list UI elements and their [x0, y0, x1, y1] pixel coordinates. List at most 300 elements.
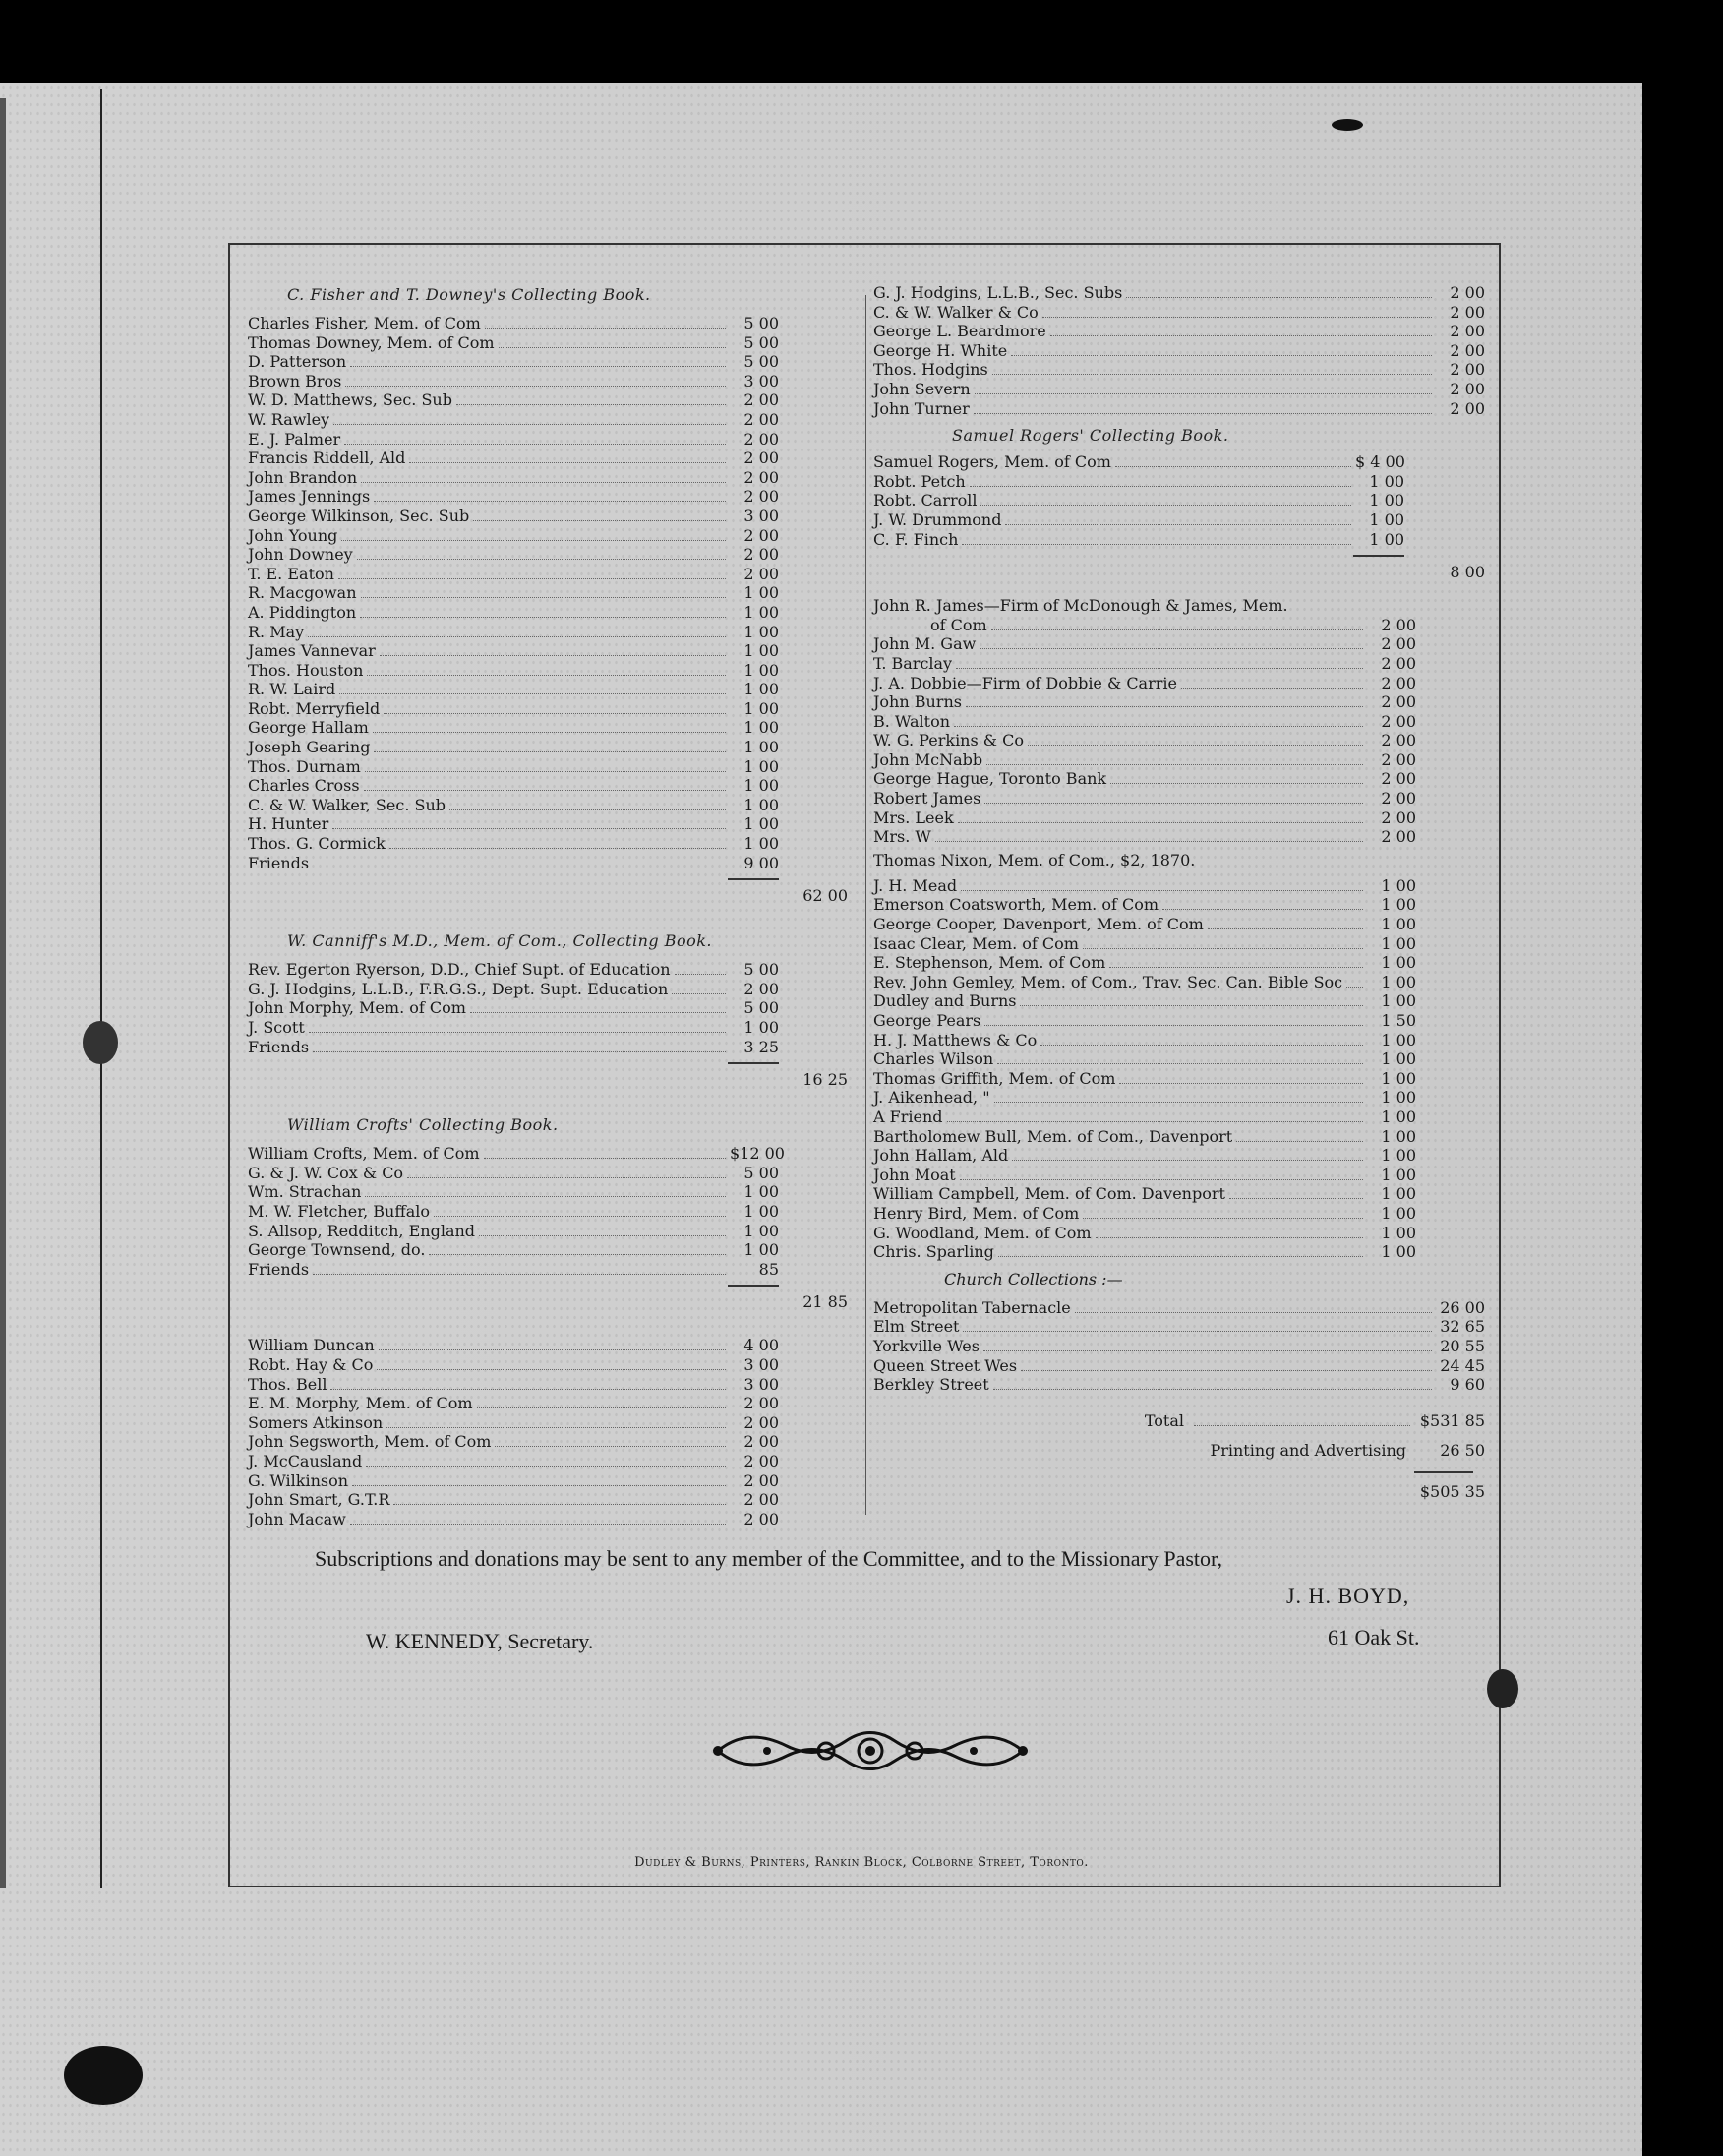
entry-name: Bartholomew Bull, Mem. of Com., Davenport	[873, 1126, 1233, 1146]
entry-amount: 24 45	[1440, 1355, 1485, 1375]
entry-amount: 1 00	[1369, 491, 1404, 510]
list-item	[873, 1049, 1485, 1069]
entry-amount: 1 00	[1381, 895, 1416, 915]
entry-amount: 3 25	[743, 1037, 779, 1056]
list-item	[248, 603, 848, 623]
leader-dots	[1020, 1005, 1363, 1006]
list-item	[248, 583, 848, 603]
list-item	[248, 565, 848, 584]
list-item	[873, 692, 1485, 712]
leader-dots	[1208, 928, 1363, 929]
leader-dots	[429, 1254, 726, 1255]
leader-dots	[366, 1466, 726, 1467]
scan-speck-bottom	[59, 2036, 148, 2105]
leader-dots	[958, 822, 1363, 823]
leader-dots	[1109, 967, 1363, 968]
list-item	[873, 712, 1485, 732]
list-item	[248, 699, 848, 719]
leader-dots	[379, 1349, 726, 1350]
entry-name: Chris. Sparling	[873, 1242, 994, 1262]
leader-dots	[393, 1504, 726, 1505]
leader-dots	[1011, 355, 1432, 356]
list-item	[248, 1240, 848, 1260]
leader-dots	[473, 520, 726, 521]
entry-name: John McNabb	[873, 749, 983, 769]
james-line-1: John R. James—Firm of McDonough & James, Mem.	[873, 596, 1288, 616]
james-entry-line-1	[873, 596, 1485, 616]
list-item	[248, 796, 848, 815]
entry-amount: 2 00	[743, 467, 779, 487]
entry-amount: 1 00	[1381, 1107, 1416, 1126]
entry-name: G. & J. W. Cox & Co	[248, 1163, 404, 1182]
entry-name: W. D. Matthews, Sec. Sub	[248, 390, 452, 410]
leader-dots	[495, 1446, 726, 1447]
entry-amount: 1 00	[1381, 1068, 1416, 1088]
list-item	[873, 1031, 1485, 1050]
entry-name: Friends	[248, 1259, 310, 1279]
pastor-address: 61 Oak St.	[1328, 1625, 1420, 1649]
list-item	[248, 487, 848, 507]
entry-name: Joseph Gearing	[248, 738, 371, 757]
list-item	[873, 1204, 1485, 1224]
leader-dots	[360, 617, 726, 618]
leader-dots	[998, 1256, 1363, 1257]
entry-name: Robt. Carroll	[873, 491, 978, 510]
list-item	[873, 360, 1485, 380]
entry-name: C. & W. Walker, Sec. Sub	[248, 795, 446, 814]
entry-name: Mrs. W	[873, 827, 931, 847]
entry-amount: 2 00	[743, 1490, 779, 1510]
list-item	[873, 1011, 1485, 1031]
entry-name: J. McCausland	[248, 1451, 363, 1470]
subtotal-rule	[728, 878, 779, 880]
entry-amount: 2 00	[1450, 302, 1485, 322]
entry-name: John Moat	[873, 1165, 956, 1184]
leader-dots	[330, 1389, 726, 1390]
entry-amount: 1 00	[1381, 1223, 1416, 1242]
entry-name: Dudley and Burns	[873, 991, 1017, 1011]
james-line-2: of Com	[930, 615, 987, 634]
entry-name: C. & W. Walker & Co	[873, 302, 1039, 322]
rogers-entries	[873, 452, 1404, 549]
entry-amount: 3 00	[743, 1354, 779, 1374]
leader-dots	[961, 890, 1363, 891]
entry-name: A. Piddington	[248, 602, 357, 622]
entry-name: R. Macgowan	[248, 583, 357, 603]
entry-amount: 2 00	[743, 564, 779, 583]
entry-amount: 1 00	[1381, 1088, 1416, 1108]
entry-name: Samuel Rogers, Mem. of Com	[873, 452, 1111, 472]
scan-speck-right	[1483, 1667, 1522, 1711]
entry-amount: 1 00	[743, 583, 779, 603]
entry-amount: 2 00	[1381, 731, 1416, 750]
entry-amount: 1 00	[743, 718, 779, 738]
entry-name: William Crofts, Mem. of Com	[248, 1144, 480, 1164]
total-leader	[1194, 1407, 1410, 1426]
leader-dots	[449, 809, 726, 810]
leader-dots	[1229, 1198, 1363, 1199]
list-item	[873, 769, 1485, 789]
entry-name: T. E. Eaton	[248, 564, 334, 583]
leader-dots	[374, 751, 726, 752]
entry-amount: 1 00	[743, 756, 779, 776]
leader-dots	[485, 328, 726, 329]
leader-dots	[1028, 745, 1363, 746]
list-item	[248, 1375, 848, 1395]
entry-name: Queen Street Wes	[873, 1355, 1018, 1375]
entry-amount: 2 00	[743, 1432, 779, 1452]
entry-name: W. Rawley	[248, 409, 330, 429]
entry-name: George Hallam	[248, 718, 369, 738]
entry-name: S. Allsop, Redditch, England	[248, 1221, 476, 1240]
net-amount: $505 35	[1419, 1481, 1485, 1501]
church-entries	[873, 1298, 1485, 1395]
entry-name: B. Walton	[873, 711, 951, 731]
decorative-ornament	[708, 1716, 1033, 1785]
entry-amount: 32 65	[1440, 1317, 1485, 1337]
leader-dots	[484, 1158, 726, 1159]
leader-dots	[309, 1032, 726, 1033]
entry-name: George Hague, Toronto Bank	[873, 769, 1107, 789]
rogers-subtotal	[873, 561, 1485, 584]
list-item	[248, 1452, 848, 1471]
list-item	[873, 472, 1404, 492]
list-item	[873, 915, 1485, 934]
list-item	[248, 545, 848, 565]
entry-name: John M. Gaw	[873, 634, 977, 654]
list-item	[873, 283, 1485, 303]
spacer	[248, 908, 848, 929]
list-item	[873, 303, 1485, 323]
list-item	[248, 526, 848, 546]
list-item	[248, 1202, 848, 1222]
leader-dots	[1115, 466, 1351, 467]
entry-name: Brown Bros	[248, 371, 342, 390]
entry-amount: 5 00	[743, 314, 779, 332]
leader-dots	[672, 993, 726, 994]
entry-name: J. H. Mead	[873, 875, 958, 895]
entry-name: George Pears	[873, 1011, 981, 1030]
list-item	[873, 1127, 1485, 1147]
leader-dots	[1346, 987, 1363, 988]
entry-name: Berkley Street	[873, 1375, 989, 1395]
entry-amount: 5 00	[743, 332, 779, 352]
entry-name: John Smart, G.T.R	[248, 1490, 390, 1510]
entry-name: T. Barclay	[873, 653, 953, 673]
leader-dots	[407, 1177, 726, 1178]
entry-name: Somers Atkinson	[248, 1412, 384, 1432]
list-item	[873, 1317, 1485, 1337]
entry-amount: 2 00	[743, 1451, 779, 1470]
list-item	[248, 998, 848, 1018]
entry-name: H. J. Matthews & Co	[873, 1030, 1038, 1049]
entry-amount: 5 00	[743, 1163, 779, 1182]
entry-amount: 2 00	[743, 1470, 779, 1490]
entry-amount: 4 00	[743, 1336, 779, 1355]
leader-dots	[980, 648, 1363, 649]
loose-entries	[248, 1336, 848, 1528]
list-item	[873, 510, 1404, 530]
left-column	[248, 283, 848, 1528]
leader-dots	[434, 1216, 726, 1217]
list-item	[873, 973, 1485, 992]
total-row	[873, 1407, 1485, 1436]
list-item	[248, 1164, 848, 1183]
leader-dots	[377, 1369, 726, 1370]
list-item	[873, 1108, 1485, 1127]
entry-amount: 2 00	[1381, 692, 1416, 712]
leader-dots	[983, 1350, 1432, 1351]
left-edge-line	[0, 98, 6, 1888]
entry-name: Thos. G. Cormick	[248, 834, 386, 854]
subtotal-rule	[728, 1285, 779, 1287]
leader-dots	[1181, 688, 1363, 689]
section-title: W. Canniff's M.D., Mem. of Com., Collecting Book.	[287, 931, 713, 951]
list-item	[873, 380, 1485, 399]
list-item	[248, 430, 848, 449]
entry-name: G. Wilkinson	[248, 1470, 349, 1490]
list-item	[873, 1337, 1485, 1356]
entry-amount: 1 00	[1381, 875, 1416, 895]
section-subtotal	[248, 1068, 848, 1092]
entry-name: John Brandon	[248, 467, 358, 487]
entry-name: James Vannevar	[248, 641, 376, 661]
entry-name: Rev. John Gemley, Mem. of Com., Trav. Sec. Can. Bible Soc	[873, 972, 1343, 991]
entry-amount: 2 00	[743, 449, 779, 468]
entry-name: Charles Wilson	[873, 1049, 994, 1069]
entry-amount: 1 00	[743, 776, 779, 796]
entry-amount: 1 50	[1381, 1011, 1416, 1030]
list-item	[873, 731, 1485, 750]
entry-name: Thomas Downey, Mem. of Com	[248, 332, 495, 352]
leader-dots	[980, 505, 1351, 506]
entry-name: George H. White	[873, 340, 1008, 360]
entry-amount: 1 00	[743, 738, 779, 757]
entry-name: Thos. Bell	[248, 1374, 327, 1394]
list-item	[248, 1336, 848, 1355]
list-item	[248, 1018, 848, 1038]
leader-dots	[1126, 297, 1432, 298]
entry-amount: 1 00	[743, 602, 779, 622]
entry-amount: 3 00	[743, 506, 779, 525]
list-item	[248, 390, 848, 410]
leader-dots	[1042, 317, 1432, 318]
right-top-entries	[873, 283, 1485, 418]
list-item	[873, 876, 1485, 896]
section-subtotal	[248, 1290, 848, 1314]
list-item	[248, 776, 848, 796]
entry-name: James Jennings	[248, 487, 371, 507]
leader-dots	[313, 1051, 726, 1052]
entry-amount: 1 00	[1381, 1049, 1416, 1069]
entry-name: John Severn	[873, 379, 971, 398]
entry-amount: 2 00	[743, 979, 779, 998]
list-item	[873, 634, 1485, 654]
james-amount: 2 00	[1381, 615, 1416, 634]
leader-dots	[477, 1407, 726, 1408]
leader-dots	[970, 486, 1351, 487]
list-item	[248, 1490, 848, 1510]
entry-amount: 3 00	[743, 371, 779, 390]
entry-amount: 2 00	[743, 390, 779, 410]
leader-dots	[675, 974, 726, 975]
leader-dots	[367, 675, 726, 676]
leader-dots	[962, 544, 1351, 545]
list-item	[248, 1510, 848, 1529]
entry-name: Friends	[248, 853, 310, 872]
leader-dots	[1096, 1237, 1363, 1238]
entry-name: G. Woodland, Mem. of Com	[873, 1223, 1092, 1242]
entry-name: M. W. Fletcher, Buffalo	[248, 1201, 431, 1221]
entry-name: Robert James	[873, 789, 981, 808]
leader-dots	[1110, 783, 1363, 784]
printing-row	[873, 1436, 1485, 1466]
entry-amount: 1 00	[1381, 1184, 1416, 1204]
entry-amount: 5 00	[743, 998, 779, 1018]
subtotal-rule	[728, 1062, 779, 1064]
leader-dots	[966, 706, 1363, 707]
leader-dots	[308, 636, 726, 637]
entry-name: John Hallam, Ald	[873, 1146, 1009, 1166]
entry-amount: $ 4 00	[1355, 452, 1405, 472]
list-item	[248, 738, 848, 757]
spacer	[248, 1092, 848, 1113]
list-item	[873, 1224, 1485, 1243]
entry-name: Francis Riddell, Ald	[248, 449, 406, 468]
list-item	[248, 1355, 848, 1375]
list-item	[873, 491, 1404, 510]
list-item	[873, 991, 1485, 1011]
net-rule	[1414, 1471, 1473, 1473]
entry-amount: 2 00	[743, 409, 779, 429]
scan-speck-left	[79, 1018, 122, 1067]
leader-dots	[974, 413, 1432, 414]
list-item	[248, 1471, 848, 1491]
entry-amount: 1 00	[1381, 972, 1416, 991]
entry-amount: 1 00	[1381, 933, 1416, 953]
entry-amount: 2 00	[1450, 379, 1485, 398]
entry-amount: 2 00	[743, 1394, 779, 1413]
column-divider	[865, 295, 866, 1515]
leader-dots	[345, 386, 726, 387]
entry-amount: 2 00	[1450, 398, 1485, 418]
entry-amount: 1 00	[743, 622, 779, 641]
entry-amount: 2 00	[1381, 673, 1416, 692]
pastor-name: J. H. BOYD,	[1286, 1584, 1410, 1608]
entry-name: J. Aikenhead, "	[873, 1088, 990, 1108]
entry-name: H. Hunter	[248, 814, 329, 834]
entry-name: Robt. Petch	[873, 471, 966, 491]
entry-name: E. Stephenson, Mem. of Com	[873, 953, 1106, 973]
spacer	[248, 1314, 848, 1336]
entry-amount: 2 00	[1450, 283, 1485, 302]
entry-name: Thomas Griffith, Mem. of Com	[873, 1068, 1116, 1088]
entry-name: John Macaw	[248, 1509, 346, 1528]
list-item	[873, 654, 1485, 674]
church-collections-title: Church Collections :—	[944, 1269, 1123, 1288]
list-item	[873, 1146, 1485, 1166]
entry-amount: 1 00	[1381, 1030, 1416, 1049]
entry-amount: 1 00	[1381, 991, 1416, 1011]
entry-name: Robt. Merryfield	[248, 698, 381, 718]
entry-name: John Segsworth, Mem. of Com	[248, 1432, 492, 1452]
entry-amount: 1 00	[743, 834, 779, 854]
leader-dots	[1236, 1141, 1363, 1142]
entry-name: R. May	[248, 622, 305, 641]
entry-amount: 9 60	[1450, 1375, 1485, 1395]
entry-name: G. J. Hodgins, L.L.B., Sec. Subs	[873, 283, 1123, 302]
entry-name: G. J. Hodgins, L.L.B., F.R.G.S., Dept. Supt. Education	[248, 979, 669, 998]
entry-amount: 1 00	[743, 1240, 779, 1260]
entry-amount: 2 00	[1381, 808, 1416, 827]
leader-dots	[997, 1063, 1363, 1064]
leader-dots	[956, 668, 1363, 669]
list-item	[873, 750, 1485, 770]
entry-name: A Friend	[873, 1107, 943, 1126]
entry-name: William Duncan	[248, 1336, 375, 1355]
leader-dots	[993, 1389, 1432, 1390]
list-item	[873, 1298, 1485, 1318]
nixon-note-row	[873, 851, 1485, 872]
entry-amount: 2 00	[1450, 360, 1485, 380]
leader-dots	[499, 347, 726, 348]
entry-amount: 2 00	[1381, 827, 1416, 847]
entry-name: John Young	[248, 525, 338, 545]
leader-dots	[364, 790, 726, 791]
list-item	[248, 718, 848, 738]
entry-amount: 1 00	[1381, 953, 1416, 973]
entry-name: George Townsend, do.	[248, 1240, 426, 1260]
entry-name: Emerson Coatsworth, Mem. of Com	[873, 895, 1159, 915]
entry-amount: $12 00	[730, 1144, 785, 1164]
list-item	[248, 333, 848, 353]
entry-amount: 2 00	[1381, 749, 1416, 769]
list-item	[248, 757, 848, 777]
list-item	[873, 1242, 1485, 1262]
list-item	[873, 341, 1485, 361]
leader-dots	[984, 1025, 1363, 1026]
list-item	[873, 1069, 1485, 1089]
leader-dots	[479, 1235, 726, 1236]
leader-dots	[374, 501, 726, 502]
entry-amount: 1 00	[1381, 1165, 1416, 1184]
right-column	[873, 283, 1485, 1507]
section-title: C. Fisher and T. Downey's Collecting Book.	[287, 285, 651, 304]
entry-name: Elm Street	[873, 1317, 960, 1337]
rogers-section-title: Samuel Rogers' Collecting Book.	[952, 426, 1229, 446]
leader-dots	[1050, 335, 1432, 336]
leader-dots	[456, 404, 726, 405]
entry-name: Charles Cross	[248, 776, 360, 796]
entry-name: E. M. Morphy, Mem. of Com	[248, 1394, 473, 1413]
leader-dots	[332, 828, 726, 829]
entry-amount: 1 00	[743, 814, 779, 834]
entry-name: Yorkville Wes	[873, 1336, 980, 1355]
entry-name: E. J. Palmer	[248, 429, 341, 449]
leader-dots	[365, 1196, 726, 1197]
list-item	[873, 399, 1485, 419]
entry-amount: 2 00	[1381, 653, 1416, 673]
spacer	[873, 1395, 1485, 1407]
entry-amount: 1 00	[1369, 529, 1404, 549]
entry-amount: 2 00	[743, 545, 779, 565]
entry-amount: 2 00	[1381, 789, 1416, 808]
leader-dots	[1083, 948, 1363, 949]
leader-dots	[352, 1485, 726, 1486]
list-item	[873, 827, 1485, 847]
leader-dots	[1021, 1370, 1432, 1371]
list-item	[873, 895, 1485, 915]
